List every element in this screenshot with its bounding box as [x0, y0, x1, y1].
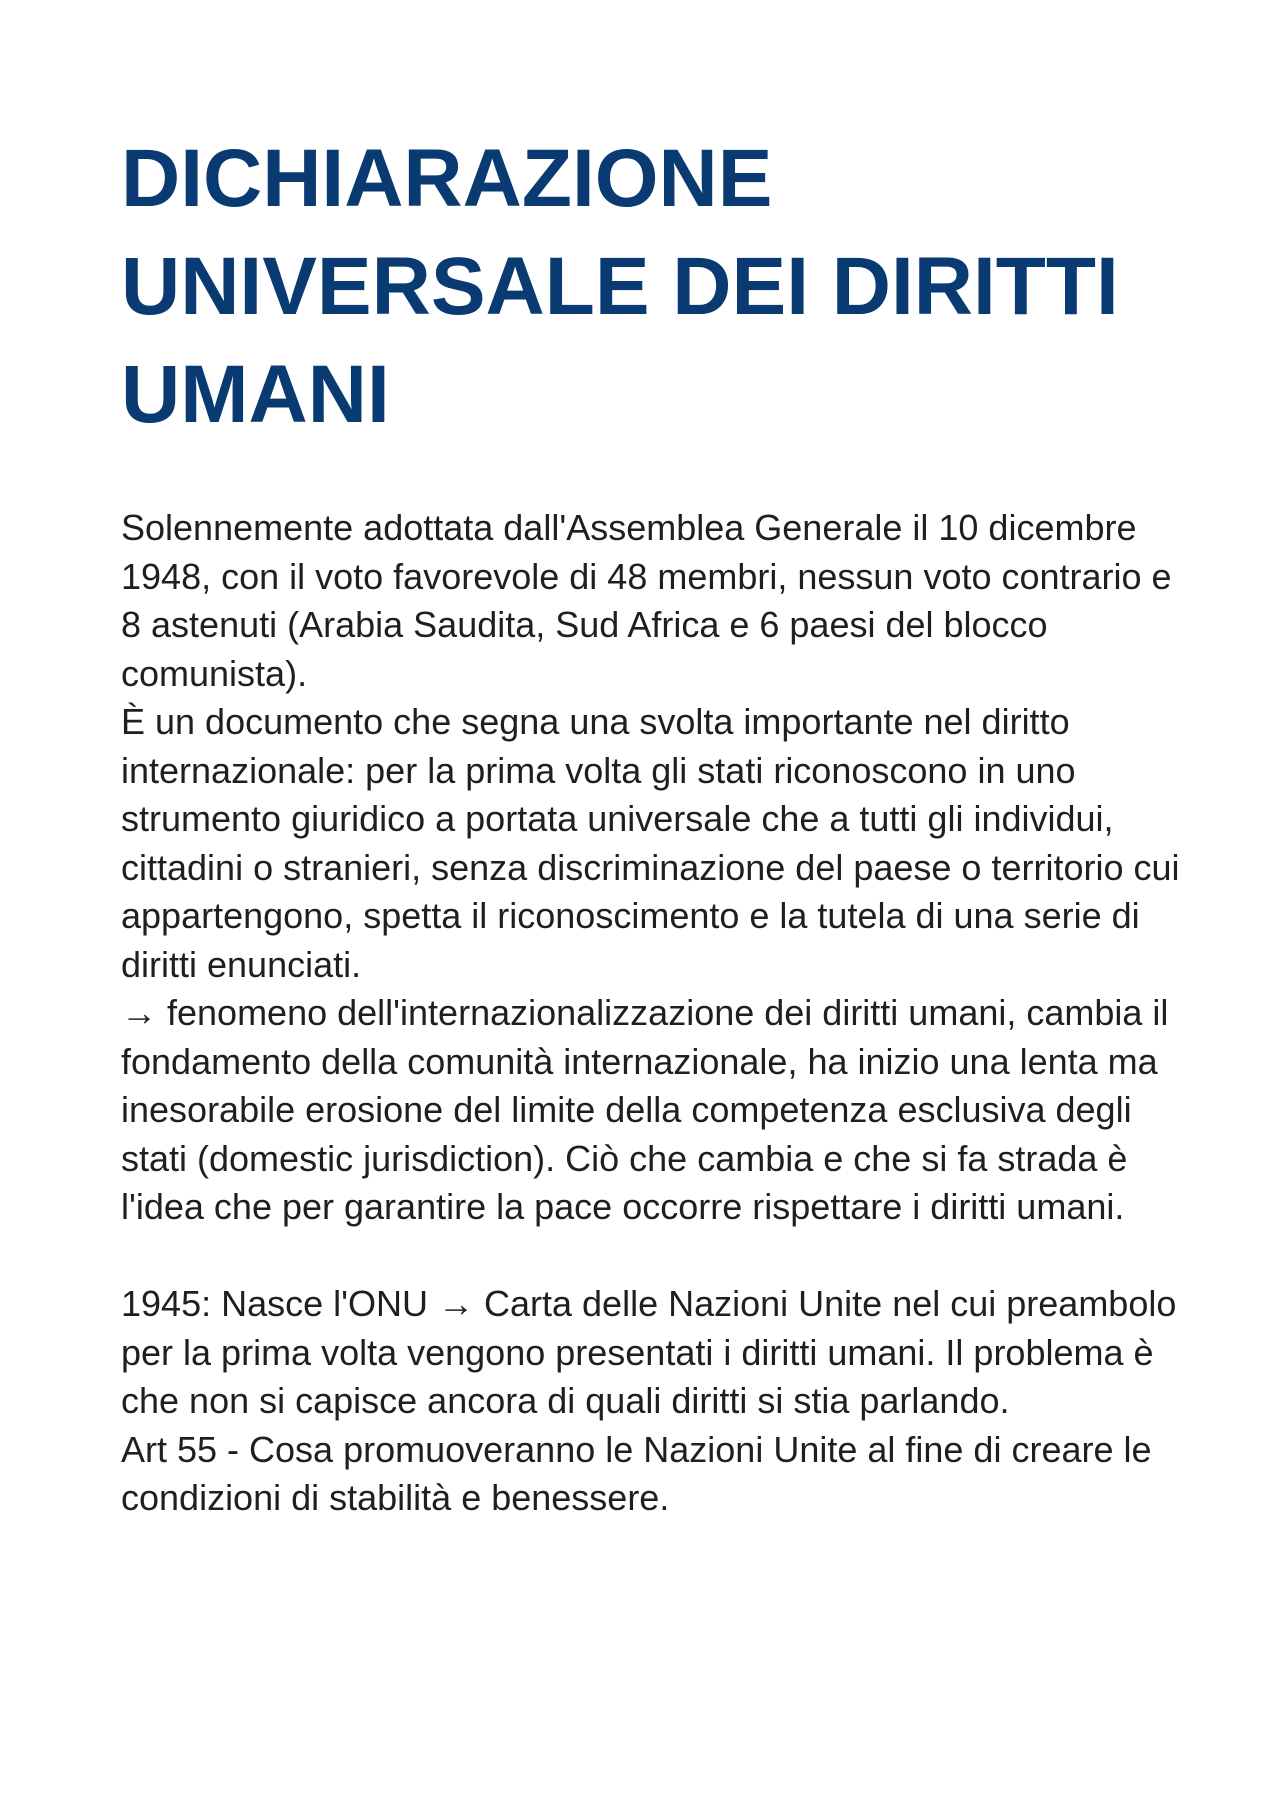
paragraph-adoption: Solennemente adottata dall'Assemblea Generale il 10 dicembre 1948, con il voto favorevole di 48 membri, nessun voto contrario e 8 astenuti (Arabia Saudita, Sud Africa e 6 paesi del blocco comunista).	[121, 507, 1172, 694]
document-page	[121, 125, 1181, 1523]
paragraph-spacer	[121, 1232, 1181, 1281]
document-body	[121, 504, 1181, 1523]
title-line-1: DICHIARAZIONE	[121, 133, 773, 224]
title-line-2: UNIVERSALE DEI DIRITTI	[121, 241, 1119, 332]
paragraph-onu-1945: 1945: Nasce l'ONU → Carta delle Nazioni Unite nel cui preambolo per la prima volta vengono presentati i diritti umani. Il problema è che non si capisce ancora di quali diritti si stia parlando.	[121, 1283, 1177, 1421]
title-line-3: UMANI	[121, 349, 390, 440]
paragraph-internationalization: → fenomeno dell'internazionalizzazione dei diritti umani, cambia il fondamento della comunità internazionale, ha inizio una lenta ma inesorabile erosione del limite della competenza esclusiva degli stati (domestic jurisdiction). Ciò che cambia e che si fa strada è l'idea che per garantire la pace occorre rispettare i diritti umani.	[121, 992, 1169, 1227]
document-title	[121, 125, 1181, 449]
paragraph-significance: È un documento che segna una svolta importante nel diritto internazionale: per la prima volta gli stati riconoscono in uno strumento giuridico a portata universale che a tutti gli individui, cittadini o stranieri, senza discriminazione del paese o territorio cui appartengono, spetta il riconoscimento e la tutela di una serie di diritti enunciati.	[121, 701, 1180, 985]
paragraph-art-55: Art 55 - Cosa promuoveranno le Nazioni Unite al fine di creare le condizioni di stabilità e benessere.	[121, 1428, 1152, 1518]
